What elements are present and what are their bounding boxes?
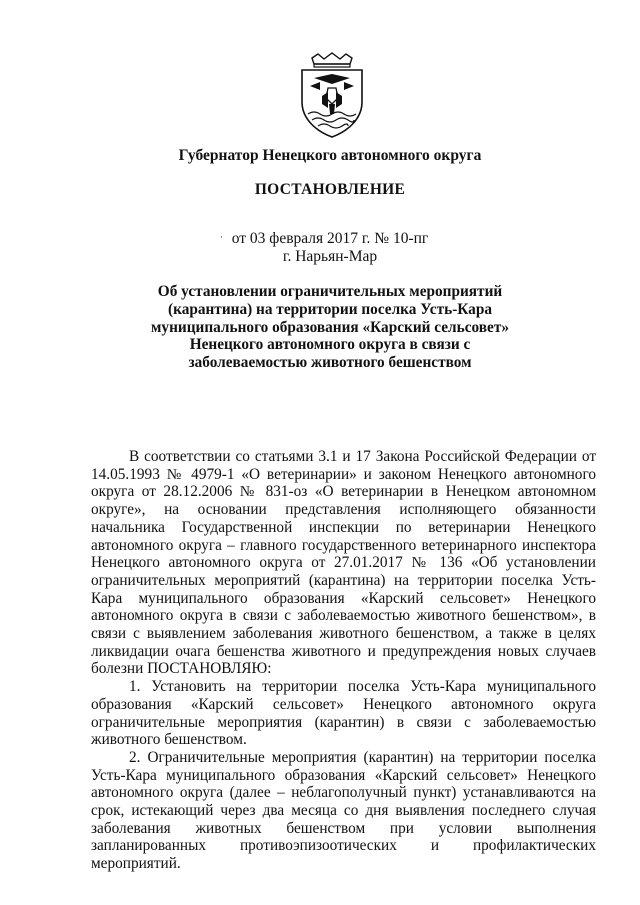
clause-2-paragraph: 2. Ограничительные мероприятия (карантин) на территории поселка Усть-Кара муниципального образования «Карский сельсовет» Ненецкого автономного округа (далее – неблагополучный пункт) устанавливаются на срок, истекающий через два месяца со дня выявления последнего случая заболевания животных бешенством при условии выполнения запланированных противоэпизоотических и профилактических мероприятий. bbox=[91, 748, 596, 873]
place-line: г. Нарьян-Мар bbox=[282, 248, 378, 265]
date-number-line: от 03 февраля 2017 г. № 10-пг bbox=[231, 230, 429, 247]
document-body bbox=[91, 448, 596, 873]
coat-of-arms-emblem bbox=[298, 52, 366, 138]
title-line: Ненецкого автономного округа в связи с bbox=[189, 336, 471, 354]
title-line: (карантина) на территории поселка Усть-Кара bbox=[168, 300, 492, 318]
scan-speck bbox=[221, 236, 222, 238]
issuing-authority: Губернатор Ненецкого автономного округа bbox=[178, 147, 482, 164]
document-title bbox=[80, 283, 580, 372]
document-type-heading: ПОСТАНОВЛЕНИЕ bbox=[254, 181, 406, 198]
preamble-paragraph: В соответствии со статьями 3.1 и 17 Закона Российской Федерации от 14.05.1993 № 4979-1 «О ветеринарии» и законом Ненецкого автономного округа от 28.12.2006 № 831-оз «О ветеринарии в Ненецком автономном округе», на основании представления исполняющего обязанности начальника Государственной инспекции по ветеринарии Ненецкого автономного округа – главного государственного ветеринарного инспектора Ненецкого автономного округа от 27.01.2017 № 136 «Об установлении ограничительных мероприятий (карантина) на территории поселка Усть-Кара муниципального образования «Карский сельсовет» Ненецкого автономного округа в связи с заболеваемостью животного бешенством», в связи с выявлением заболевания животного бешенством, а также в целях ликвидации очага бешенства животного и предупреждения новых случаев болезни ПОСТАНОВЛЯЮ: bbox=[91, 448, 596, 678]
title-line: заболеваемостью животного бешенством bbox=[188, 354, 472, 372]
date-and-place bbox=[80, 230, 580, 266]
clause-1-paragraph: 1. Установить на территории поселка Усть-Кара муниципального образования «Карский сельсовет» Ненецкого автономного округа ограничительные мероприятия (карантин) в связи с заболеваемостью животного бешенством. bbox=[91, 678, 596, 749]
title-line: Об установлении ограничительных мероприятий bbox=[157, 283, 503, 300]
title-line: муниципального образования «Карский сельсовет» bbox=[151, 318, 509, 336]
